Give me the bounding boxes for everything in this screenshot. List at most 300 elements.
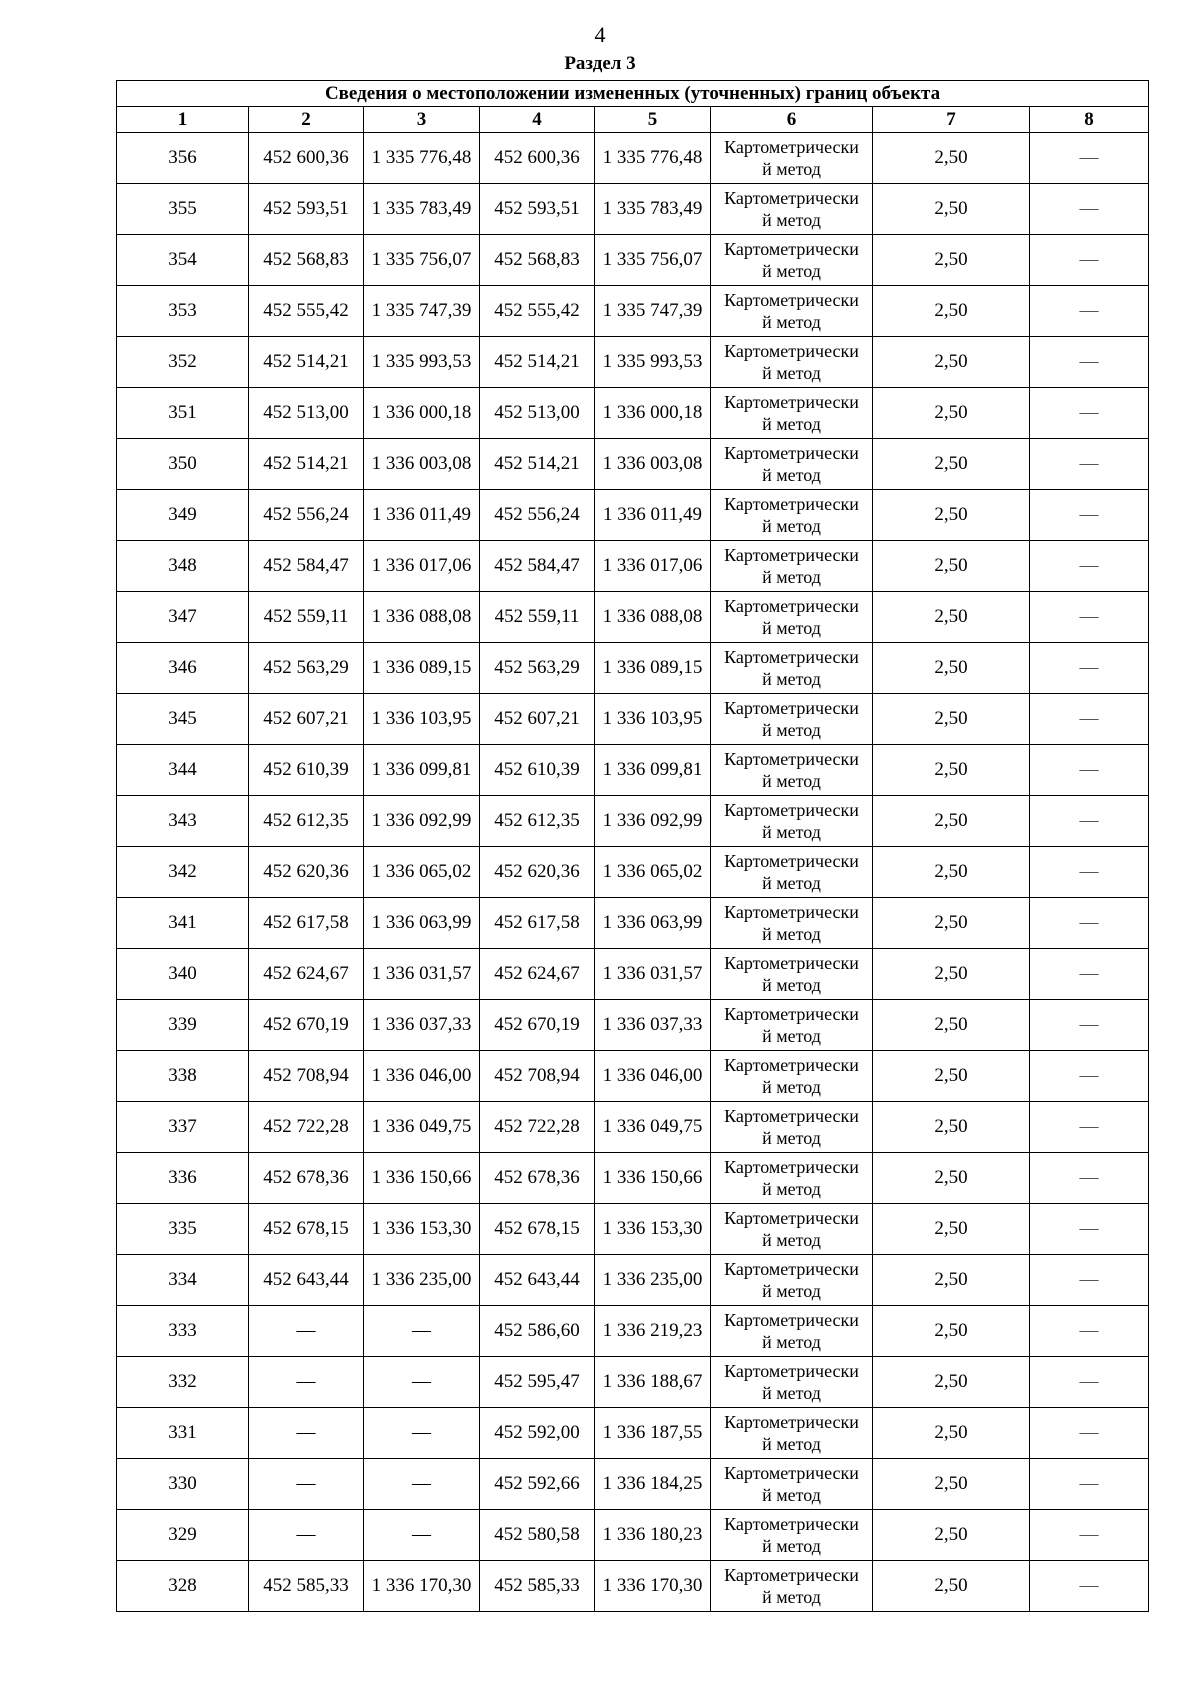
- existing-y-cell: 1 335 776,48: [364, 133, 480, 184]
- table-row: [117, 1000, 1149, 1051]
- precision-cell: 2,50: [873, 1459, 1030, 1510]
- page-number: 4: [594, 22, 606, 47]
- method-cell: [711, 1204, 873, 1255]
- method-line-2: й метод: [762, 363, 821, 383]
- precision-cell: 2,50: [873, 643, 1030, 694]
- refined-x-cell: 452 514,21: [480, 337, 595, 388]
- point-number-cell: 328: [117, 1561, 249, 1612]
- refined-x-cell: 452 607,21: [480, 694, 595, 745]
- existing-x-cell: —: [249, 1306, 364, 1357]
- existing-x-cell: 452 585,33: [249, 1561, 364, 1612]
- method-cell: [711, 490, 873, 541]
- existing-x-cell: 452 617,58: [249, 898, 364, 949]
- existing-x-cell: 452 568,83: [249, 235, 364, 286]
- column-number-7: 7: [873, 107, 1030, 133]
- description-cell: —: [1030, 439, 1149, 490]
- precision-cell: 2,50: [873, 1204, 1030, 1255]
- precision-cell: 2,50: [873, 1255, 1030, 1306]
- refined-x-cell: 452 708,94: [480, 1051, 595, 1102]
- table-row: [117, 1153, 1149, 1204]
- point-number-cell: 344: [117, 745, 249, 796]
- refined-x-cell: 452 555,42: [480, 286, 595, 337]
- method-line-1: Картометрически: [724, 1106, 859, 1126]
- method-line-2: й метод: [762, 210, 821, 230]
- method-line-2: й метод: [762, 1230, 821, 1250]
- refined-y-cell: 1 335 756,07: [595, 235, 711, 286]
- existing-y-cell: 1 335 993,53: [364, 337, 480, 388]
- refined-y-cell: 1 336 153,30: [595, 1204, 711, 1255]
- table-row: [117, 898, 1149, 949]
- method-line-1: Картометрически: [724, 1361, 859, 1381]
- existing-y-cell: 1 336 065,02: [364, 847, 480, 898]
- description-cell: —: [1030, 1051, 1149, 1102]
- method-line-1: Картометрически: [724, 902, 859, 922]
- existing-x-cell: 452 643,44: [249, 1255, 364, 1306]
- method-line-1: Картометрически: [724, 188, 859, 208]
- method-line-2: й метод: [762, 1536, 821, 1556]
- existing-x-cell: 452 584,47: [249, 541, 364, 592]
- precision-cell: 2,50: [873, 133, 1030, 184]
- precision-cell: 2,50: [873, 541, 1030, 592]
- table-row: [117, 643, 1149, 694]
- table-row: [117, 745, 1149, 796]
- method-cell: [711, 1051, 873, 1102]
- method-cell: [711, 1357, 873, 1408]
- existing-y-cell: 1 336 011,49: [364, 490, 480, 541]
- method-cell: [711, 1510, 873, 1561]
- refined-x-cell: 452 600,36: [480, 133, 595, 184]
- description-cell: —: [1030, 592, 1149, 643]
- table-row: [117, 541, 1149, 592]
- column-number-3: 3: [364, 107, 480, 133]
- precision-cell: 2,50: [873, 949, 1030, 1000]
- table-row: [117, 1306, 1149, 1357]
- refined-x-cell: 452 643,44: [480, 1255, 595, 1306]
- table-row: [117, 1408, 1149, 1459]
- refined-x-cell: 452 559,11: [480, 592, 595, 643]
- table-row: [117, 1510, 1149, 1561]
- refined-x-cell: 452 678,15: [480, 1204, 595, 1255]
- table-row: [117, 490, 1149, 541]
- existing-x-cell: 452 559,11: [249, 592, 364, 643]
- existing-y-cell: 1 336 235,00: [364, 1255, 480, 1306]
- table-row: [117, 133, 1149, 184]
- precision-cell: 2,50: [873, 1357, 1030, 1408]
- refined-x-cell: 452 595,47: [480, 1357, 595, 1408]
- refined-y-cell: 1 336 235,00: [595, 1255, 711, 1306]
- method-line-1: Картометрически: [724, 290, 859, 310]
- point-number-cell: 336: [117, 1153, 249, 1204]
- method-line-2: й метод: [762, 465, 821, 485]
- precision-cell: 2,50: [873, 796, 1030, 847]
- description-cell: —: [1030, 1408, 1149, 1459]
- refined-x-cell: 452 617,58: [480, 898, 595, 949]
- existing-y-cell: 1 336 063,99: [364, 898, 480, 949]
- method-cell: [711, 541, 873, 592]
- refined-y-cell: 1 336 088,08: [595, 592, 711, 643]
- table-row: [117, 949, 1149, 1000]
- method-line-1: Картометрически: [724, 239, 859, 259]
- refined-y-cell: 1 336 184,25: [595, 1459, 711, 1510]
- existing-x-cell: 452 678,15: [249, 1204, 364, 1255]
- point-number-cell: 356: [117, 133, 249, 184]
- point-number-cell: 348: [117, 541, 249, 592]
- precision-cell: 2,50: [873, 1408, 1030, 1459]
- method-line-1: Картометрически: [724, 749, 859, 769]
- boundary-coordinates-table: [116, 80, 1149, 1612]
- refined-x-cell: 452 678,36: [480, 1153, 595, 1204]
- point-number-cell: 329: [117, 1510, 249, 1561]
- refined-y-cell: 1 336 046,00: [595, 1051, 711, 1102]
- existing-y-cell: 1 335 747,39: [364, 286, 480, 337]
- table-row: [117, 1255, 1149, 1306]
- precision-cell: 2,50: [873, 235, 1030, 286]
- refined-y-cell: 1 335 993,53: [595, 337, 711, 388]
- existing-x-cell: 452 593,51: [249, 184, 364, 235]
- method-line-2: й метод: [762, 567, 821, 587]
- existing-y-cell: 1 336 037,33: [364, 1000, 480, 1051]
- point-number-cell: 351: [117, 388, 249, 439]
- method-line-2: й метод: [762, 618, 821, 638]
- method-line-1: Картометрически: [724, 1208, 859, 1228]
- refined-y-cell: 1 336 037,33: [595, 1000, 711, 1051]
- existing-x-cell: 452 607,21: [249, 694, 364, 745]
- point-number-cell: 353: [117, 286, 249, 337]
- refined-y-cell: 1 336 089,15: [595, 643, 711, 694]
- description-cell: —: [1030, 1306, 1149, 1357]
- table-row: [117, 592, 1149, 643]
- method-line-2: й метод: [762, 261, 821, 281]
- method-line-1: Картометрически: [724, 1259, 859, 1279]
- description-cell: —: [1030, 235, 1149, 286]
- method-line-2: й метод: [762, 1026, 821, 1046]
- refined-y-cell: 1 336 180,23: [595, 1510, 711, 1561]
- refined-x-cell: 452 593,51: [480, 184, 595, 235]
- existing-x-cell: 452 610,39: [249, 745, 364, 796]
- method-line-2: й метод: [762, 822, 821, 842]
- method-cell: [711, 337, 873, 388]
- method-line-1: Картометрически: [724, 494, 859, 514]
- description-cell: —: [1030, 1255, 1149, 1306]
- method-line-1: Картометрически: [724, 1463, 859, 1483]
- point-number-cell: 354: [117, 235, 249, 286]
- method-line-1: Картометрически: [724, 545, 859, 565]
- method-line-2: й метод: [762, 1128, 821, 1148]
- method-cell: [711, 1000, 873, 1051]
- point-number-cell: 349: [117, 490, 249, 541]
- section-title: Раздел 3: [564, 53, 636, 74]
- precision-cell: 2,50: [873, 1102, 1030, 1153]
- existing-x-cell: 452 722,28: [249, 1102, 364, 1153]
- table-row: [117, 184, 1149, 235]
- existing-x-cell: 452 514,21: [249, 337, 364, 388]
- description-cell: —: [1030, 286, 1149, 337]
- table-row: [117, 388, 1149, 439]
- point-number-cell: 342: [117, 847, 249, 898]
- refined-y-cell: 1 336 150,66: [595, 1153, 711, 1204]
- point-number-cell: 345: [117, 694, 249, 745]
- refined-y-cell: 1 336 031,57: [595, 949, 711, 1000]
- existing-y-cell: 1 336 170,30: [364, 1561, 480, 1612]
- method-line-2: й метод: [762, 1587, 821, 1607]
- table-row: [117, 1102, 1149, 1153]
- method-line-1: Картометрически: [724, 392, 859, 412]
- precision-cell: 2,50: [873, 592, 1030, 643]
- description-cell: —: [1030, 1102, 1149, 1153]
- description-cell: —: [1030, 1510, 1149, 1561]
- method-line-1: Картометрически: [724, 1565, 859, 1585]
- point-number-cell: 338: [117, 1051, 249, 1102]
- column-number-6: 6: [711, 107, 873, 133]
- method-line-1: Картометрически: [724, 851, 859, 871]
- method-cell: [711, 796, 873, 847]
- precision-cell: 2,50: [873, 1306, 1030, 1357]
- existing-x-cell: —: [249, 1459, 364, 1510]
- refined-x-cell: 452 556,24: [480, 490, 595, 541]
- description-cell: —: [1030, 337, 1149, 388]
- existing-x-cell: 452 670,19: [249, 1000, 364, 1051]
- existing-x-cell: —: [249, 1510, 364, 1561]
- refined-y-cell: 1 336 017,06: [595, 541, 711, 592]
- existing-y-cell: 1 336 099,81: [364, 745, 480, 796]
- existing-x-cell: 452 624,67: [249, 949, 364, 1000]
- point-number-cell: 350: [117, 439, 249, 490]
- table-row: [117, 286, 1149, 337]
- refined-y-cell: 1 336 065,02: [595, 847, 711, 898]
- table-row: [117, 796, 1149, 847]
- existing-y-cell: 1 336 088,08: [364, 592, 480, 643]
- refined-x-cell: 452 610,39: [480, 745, 595, 796]
- existing-y-cell: 1 336 031,57: [364, 949, 480, 1000]
- column-number-4: 4: [480, 107, 595, 133]
- point-number-cell: 330: [117, 1459, 249, 1510]
- point-number-cell: 341: [117, 898, 249, 949]
- method-line-1: Картометрически: [724, 1157, 859, 1177]
- method-cell: [711, 643, 873, 694]
- method-line-1: Картометрически: [724, 596, 859, 616]
- method-line-2: й метод: [762, 669, 821, 689]
- method-cell: [711, 388, 873, 439]
- refined-x-cell: 452 624,67: [480, 949, 595, 1000]
- method-cell: [711, 949, 873, 1000]
- existing-y-cell: —: [364, 1408, 480, 1459]
- method-line-1: Картометрически: [724, 1412, 859, 1432]
- refined-x-cell: 452 592,00: [480, 1408, 595, 1459]
- existing-y-cell: —: [364, 1306, 480, 1357]
- refined-y-cell: 1 335 747,39: [595, 286, 711, 337]
- refined-x-cell: 452 568,83: [480, 235, 595, 286]
- method-cell: [711, 898, 873, 949]
- method-line-1: Картометрически: [724, 953, 859, 973]
- existing-x-cell: 452 563,29: [249, 643, 364, 694]
- method-cell: [711, 592, 873, 643]
- point-number-cell: 340: [117, 949, 249, 1000]
- description-cell: —: [1030, 949, 1149, 1000]
- refined-y-cell: 1 336 063,99: [595, 898, 711, 949]
- point-number-cell: 339: [117, 1000, 249, 1051]
- method-cell: [711, 1153, 873, 1204]
- precision-cell: 2,50: [873, 1153, 1030, 1204]
- description-cell: —: [1030, 490, 1149, 541]
- description-cell: —: [1030, 1561, 1149, 1612]
- table-row: [117, 235, 1149, 286]
- point-number-cell: 347: [117, 592, 249, 643]
- point-number-cell: 335: [117, 1204, 249, 1255]
- description-cell: —: [1030, 847, 1149, 898]
- method-line-2: й метод: [762, 1179, 821, 1199]
- method-cell: [711, 745, 873, 796]
- method-line-2: й метод: [762, 159, 821, 179]
- description-cell: —: [1030, 898, 1149, 949]
- method-cell: [711, 133, 873, 184]
- method-line-2: й метод: [762, 414, 821, 434]
- existing-y-cell: 1 336 103,95: [364, 694, 480, 745]
- existing-y-cell: —: [364, 1357, 480, 1408]
- existing-y-cell: 1 336 003,08: [364, 439, 480, 490]
- refined-y-cell: 1 336 011,49: [595, 490, 711, 541]
- method-line-2: й метод: [762, 720, 821, 740]
- existing-x-cell: 452 513,00: [249, 388, 364, 439]
- refined-y-cell: 1 335 776,48: [595, 133, 711, 184]
- refined-y-cell: 1 335 783,49: [595, 184, 711, 235]
- table-row: [117, 1051, 1149, 1102]
- existing-y-cell: 1 336 153,30: [364, 1204, 480, 1255]
- precision-cell: 2,50: [873, 745, 1030, 796]
- description-cell: —: [1030, 1459, 1149, 1510]
- precision-cell: 2,50: [873, 1510, 1030, 1561]
- precision-cell: 2,50: [873, 337, 1030, 388]
- precision-cell: 2,50: [873, 388, 1030, 439]
- method-line-2: й метод: [762, 1332, 821, 1352]
- existing-x-cell: 452 555,42: [249, 286, 364, 337]
- table-caption: Сведения о местоположении измененных (уточненных) границ объекта: [117, 81, 1149, 107]
- method-line-1: Картометрически: [724, 647, 859, 667]
- method-line-2: й метод: [762, 516, 821, 536]
- refined-x-cell: 452 563,29: [480, 643, 595, 694]
- method-cell: [711, 286, 873, 337]
- description-cell: —: [1030, 694, 1149, 745]
- column-number-1: 1: [117, 107, 249, 133]
- existing-x-cell: —: [249, 1357, 364, 1408]
- refined-x-cell: 452 586,60: [480, 1306, 595, 1357]
- point-number-cell: 337: [117, 1102, 249, 1153]
- point-number-cell: 346: [117, 643, 249, 694]
- method-cell: [711, 1459, 873, 1510]
- refined-x-cell: 452 584,47: [480, 541, 595, 592]
- table-row: [117, 1357, 1149, 1408]
- precision-cell: 2,50: [873, 184, 1030, 235]
- refined-x-cell: 452 612,35: [480, 796, 595, 847]
- precision-cell: 2,50: [873, 490, 1030, 541]
- refined-x-cell: 452 513,00: [480, 388, 595, 439]
- description-cell: —: [1030, 1153, 1149, 1204]
- existing-x-cell: 452 678,36: [249, 1153, 364, 1204]
- precision-cell: 2,50: [873, 898, 1030, 949]
- table-row: [117, 694, 1149, 745]
- refined-y-cell: 1 336 049,75: [595, 1102, 711, 1153]
- refined-x-cell: 452 514,21: [480, 439, 595, 490]
- table-row: [117, 439, 1149, 490]
- method-cell: [711, 235, 873, 286]
- existing-x-cell: 452 612,35: [249, 796, 364, 847]
- description-cell: —: [1030, 643, 1149, 694]
- point-number-cell: 355: [117, 184, 249, 235]
- description-cell: —: [1030, 745, 1149, 796]
- refined-y-cell: 1 336 003,08: [595, 439, 711, 490]
- method-line-1: Картометрически: [724, 800, 859, 820]
- column-number-5: 5: [595, 107, 711, 133]
- existing-y-cell: 1 335 783,49: [364, 184, 480, 235]
- refined-x-cell: 452 580,58: [480, 1510, 595, 1561]
- refined-y-cell: 1 336 187,55: [595, 1408, 711, 1459]
- point-number-cell: 352: [117, 337, 249, 388]
- description-cell: —: [1030, 796, 1149, 847]
- method-cell: [711, 1408, 873, 1459]
- refined-x-cell: 452 722,28: [480, 1102, 595, 1153]
- method-cell: [711, 1255, 873, 1306]
- existing-x-cell: —: [249, 1408, 364, 1459]
- existing-x-cell: 452 708,94: [249, 1051, 364, 1102]
- precision-cell: 2,50: [873, 1561, 1030, 1612]
- method-cell: [711, 439, 873, 490]
- method-line-1: Картометрически: [724, 1514, 859, 1534]
- refined-y-cell: 1 336 188,67: [595, 1357, 711, 1408]
- method-cell: [711, 1102, 873, 1153]
- method-line-1: Картометрически: [724, 698, 859, 718]
- method-line-1: Картометрически: [724, 1310, 859, 1330]
- method-line-2: й метод: [762, 1077, 821, 1097]
- refined-x-cell: 452 670,19: [480, 1000, 595, 1051]
- column-number-2: 2: [249, 107, 364, 133]
- precision-cell: 2,50: [873, 439, 1030, 490]
- existing-y-cell: —: [364, 1510, 480, 1561]
- point-number-cell: 331: [117, 1408, 249, 1459]
- existing-y-cell: 1 336 049,75: [364, 1102, 480, 1153]
- method-line-2: й метод: [762, 975, 821, 995]
- method-line-2: й метод: [762, 1281, 821, 1301]
- method-line-1: Картометрически: [724, 341, 859, 361]
- existing-y-cell: 1 336 046,00: [364, 1051, 480, 1102]
- existing-y-cell: 1 336 017,06: [364, 541, 480, 592]
- refined-x-cell: 452 585,33: [480, 1561, 595, 1612]
- method-cell: [711, 694, 873, 745]
- existing-y-cell: 1 336 150,66: [364, 1153, 480, 1204]
- point-number-cell: 343: [117, 796, 249, 847]
- existing-x-cell: 452 556,24: [249, 490, 364, 541]
- description-cell: —: [1030, 1204, 1149, 1255]
- method-line-2: й метод: [762, 1434, 821, 1454]
- method-line-2: й метод: [762, 1485, 821, 1505]
- existing-y-cell: 1 336 092,99: [364, 796, 480, 847]
- method-line-2: й метод: [762, 771, 821, 791]
- description-cell: —: [1030, 1000, 1149, 1051]
- existing-x-cell: 452 620,36: [249, 847, 364, 898]
- refined-x-cell: 452 592,66: [480, 1459, 595, 1510]
- column-number-8: 8: [1030, 107, 1149, 133]
- method-line-1: Картометрически: [724, 1004, 859, 1024]
- refined-y-cell: 1 336 000,18: [595, 388, 711, 439]
- description-cell: —: [1030, 184, 1149, 235]
- refined-y-cell: 1 336 099,81: [595, 745, 711, 796]
- existing-y-cell: 1 336 000,18: [364, 388, 480, 439]
- precision-cell: 2,50: [873, 286, 1030, 337]
- refined-y-cell: 1 336 219,23: [595, 1306, 711, 1357]
- existing-y-cell: 1 335 756,07: [364, 235, 480, 286]
- point-number-cell: 333: [117, 1306, 249, 1357]
- table-row: [117, 1561, 1149, 1612]
- refined-y-cell: 1 336 103,95: [595, 694, 711, 745]
- precision-cell: 2,50: [873, 694, 1030, 745]
